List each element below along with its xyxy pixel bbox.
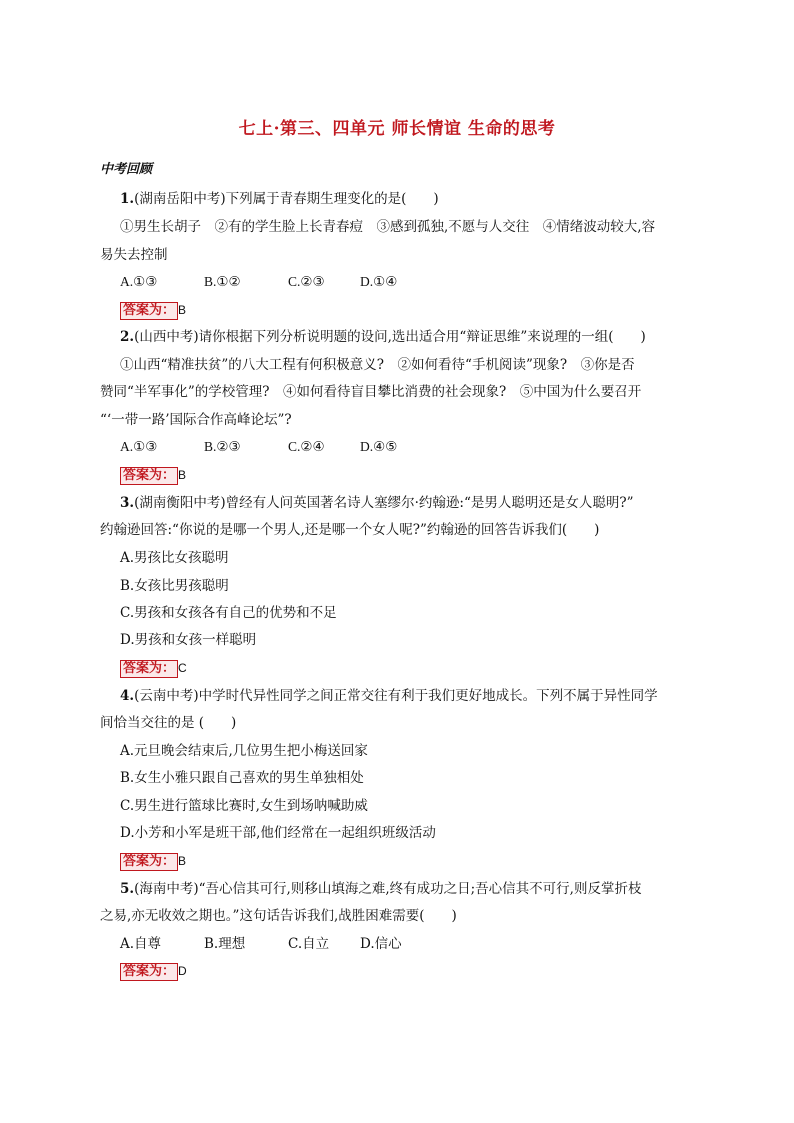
- question-3-option-c: C.男孩和女孩各有自己的优势和不足: [120, 605, 337, 621]
- question-2-option-a: A.①③: [120, 439, 158, 454]
- question-text: (湖南衡阳中考)曾经有人问英国著名诗人塞缪尔·约翰逊:“是男人聪明还是女人聪明?”: [134, 495, 634, 511]
- question-4-option-c: C.男生进行篮球比赛时,女生到场呐喊助威: [120, 798, 368, 814]
- question-text: (山西中考)请你根据下列分析说明题的设问,选出适合用“辩证思维”来说理的一组( ): [134, 329, 646, 345]
- question-3-answer: [120, 659, 187, 678]
- question-3-stem: [120, 494, 634, 512]
- section-heading: 中考回顾: [100, 162, 153, 177]
- question-5-option-d: D.信心: [360, 936, 402, 952]
- question-4-option-a: A.元旦晚会结束后,几位男生把小梅送回家: [120, 743, 368, 759]
- question-number: 3.: [120, 495, 135, 511]
- question-4-stem-cont: 间恰当交往的是 ( ): [100, 715, 237, 731]
- question-5-stem-cont: 之易,亦无收效之期也。”这句话告诉我们,战胜困难需要( ): [100, 908, 457, 924]
- question-1-option-c: C.②③: [288, 274, 325, 289]
- question-3-option-d: D.男孩和女孩一样聪明: [120, 632, 257, 648]
- question-4-answer: [120, 852, 186, 871]
- question-5-option-b: B.理想: [204, 936, 246, 952]
- question-number: 1.: [120, 191, 135, 207]
- page-title: 七上·第三、四单元 师长情谊 生命的思考: [238, 119, 556, 139]
- question-2-answer: [120, 466, 186, 485]
- question-2-option-b: B.②③: [204, 439, 241, 454]
- question-5-stem: [120, 880, 641, 898]
- question-5-answer: [120, 962, 187, 981]
- question-text: (海南中考)“吾心信其可行,则移山填海之难,终有成功之日;吾心信其不可行,则反掌折枝: [134, 881, 642, 897]
- answer-label-box: 答案为：: [120, 660, 178, 678]
- answer-value: D: [178, 964, 187, 978]
- question-1-statements-cont: 易失去控制: [100, 247, 168, 263]
- question-3-option-b: B.女孩比男孩聪明: [120, 578, 229, 594]
- question-1-option-b: B.①②: [204, 274, 241, 289]
- answer-label-box: 答案为：: [120, 853, 178, 871]
- answer-label-box: 答案为：: [120, 467, 178, 485]
- answer-value: B: [178, 303, 187, 317]
- question-2-statements-cont-1: 赞同“半军事化”的学校管理? ④如何看待盲目攀比消费的社会现象? ⑤中国为什么要召开: [100, 384, 642, 400]
- answer-label-box: 答案为：: [120, 963, 178, 981]
- question-4-option-b: B.女生小雅只跟自己喜欢的男生单独相处: [120, 770, 364, 786]
- question-1-stem: [120, 190, 439, 208]
- question-1-option-d: D.①④: [360, 274, 398, 289]
- question-text: (云南中考)中学时代异性同学之间正常交往有利于我们更好地成长。下列不属于异性同学: [134, 688, 658, 704]
- answer-value: C: [178, 661, 187, 675]
- question-2-statements-cont-2: “‘一带一路’国际合作高峰论坛”?: [100, 412, 292, 428]
- question-4-stem: [120, 687, 658, 705]
- answer-value: B: [178, 468, 187, 482]
- question-5-option-c: C.自立: [288, 936, 330, 952]
- question-2-option-c: C.②④: [288, 439, 325, 454]
- question-2-stem: [120, 328, 646, 346]
- question-1-statements: ①男生长胡子 ②有的学生脸上长青春痘 ③感到孤独,不愿与人交往 ④情绪波动较大,容: [120, 219, 656, 235]
- question-5-option-a: A.自尊: [120, 936, 162, 952]
- question-2-option-d: D.④⑤: [360, 439, 398, 454]
- question-3-option-a: A.男孩比女孩聪明: [120, 550, 229, 566]
- answer-value: B: [178, 854, 187, 868]
- question-text: (湖南岳阳中考)下列属于青春期生理变化的是( ): [134, 191, 439, 207]
- question-number: 2.: [120, 329, 135, 345]
- question-3-stem-cont: 约翰逊回答:“你说的是哪一个男人,还是哪一个女人呢?”约翰逊的回答告诉我们( ): [100, 522, 600, 538]
- question-1-option-a: A.①③: [120, 274, 158, 289]
- question-number: 4.: [120, 688, 135, 704]
- answer-label-box: 答案为：: [120, 302, 178, 320]
- question-4-option-d: D.小芳和小军是班干部,他们经常在一起组织班级活动: [120, 825, 436, 841]
- question-number: 5.: [120, 881, 135, 897]
- question-1-answer: [120, 301, 186, 320]
- question-2-statements: ①山西“精准扶贫”的八大工程有何积极意义? ②如何看待“手机阅读”现象? ③你是否: [120, 357, 635, 373]
